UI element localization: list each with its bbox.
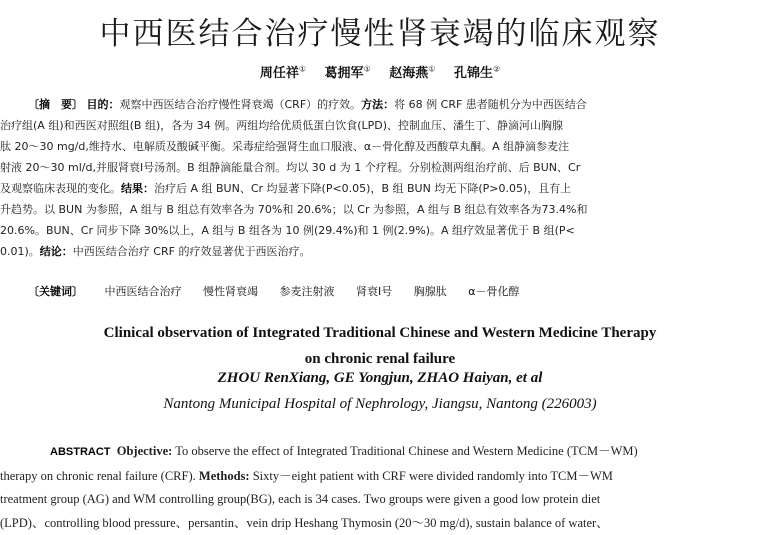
abstract-cn-line: 射液 20～30 ml/d,并服肾衰Ⅰ号汤剂。B 组静滴能量合剂。均以 30 d 为 1 个疗程。分别检测两组治疗前、后 BUN、Cr (0, 157, 742, 178)
abstract-en-line: therapy on chronic renal failure (CRF). Methods: Sixty－eight patient with CRF were divided randomly into TCM－WM (0, 465, 745, 489)
abstract-cn-line: 及观察临床表现的变化。结果：治疗后 A 组 BUN、Cr 均显著下降(P<0.05)，B 组 BUN 均无下降(P>0.05)，且有上 (0, 178, 742, 199)
keyword: 中西医结合治疗 (105, 285, 182, 298)
abstract-cn-line: 20.6%。BUN、Cr 同步下降 30%以上，A 组与 B 组各为 10 例(29.4%)和 1 例(2.9%)。A 组疗效显著优于 B 组(P< (0, 220, 742, 241)
paper-title-cn: 中西医结合治疗慢性肾衰竭的临床观察 (0, 8, 760, 53)
keyword: 胸腺肽 (414, 285, 447, 298)
abstract-cn-line: 0.01)。结论：中西医结合治疗 CRF 的疗效显著优于西医治疗。 (0, 241, 742, 262)
author-list-en: ZHOU RenXiang, GE Yongjun, ZHAO Haiyan, et al (0, 370, 760, 387)
author-list-cn (0, 62, 760, 81)
abstract-cn-line: 〔摘 要〕 目的：观察中西医结合治疗慢性肾衰竭（CRF）的疗效。方法：将 68 例 CRF 患者随机分为中西医结合 (0, 94, 742, 115)
abstract-en-line: ABSTRACT Objective: To observe the effect of Integrated Traditional Chinese and Western Medicine (TCM－WM) (0, 440, 745, 465)
abstract-en-line: (LPD)、controlling blood pressure、persantin、vein drip Heshang Thymosin (20～30 mg/d), sustain balance of water、 (0, 512, 745, 535)
abstract-cn-line: 治疗组(A 组)和西医对照组(B 组)，各为 34 例。两组均给优质低蛋白饮食(LPD)、控制血压、潘生丁、静滴河山胸腺 (0, 115, 742, 136)
abstract-cn-label: 〔摘 要〕 (28, 98, 83, 111)
abstract-en-label: ABSTRACT (50, 446, 111, 458)
author-cn: 葛拥军① (325, 66, 371, 81)
paper-title-en (0, 320, 760, 372)
author-cn: 周任祥① (260, 66, 306, 81)
keywords-label: 〔关键词〕 (28, 285, 83, 298)
abstract-en (0, 440, 745, 535)
title-en-line: on chronic renal failure (0, 346, 760, 372)
abstract-cn (0, 94, 742, 262)
keyword: 肾衰Ⅰ号 (356, 285, 392, 298)
abstract-cn-line: 升趋势。以 BUN 为参照，A 组与 B 组总有效率各为 70%和 20.6%；以 Cr 为参照，A 组与 B 组总有效率各为73.4%和 (0, 199, 742, 220)
keyword: α－骨化醇 (468, 285, 519, 298)
author-cn: 孔锦生② (454, 66, 500, 81)
author-cn: 赵海燕① (389, 66, 435, 81)
keyword: 慢性肾衰竭 (203, 285, 258, 298)
abstract-en-line: treatment group (AG) and WM controlling group(BG), each is 34 cases. Two groups were given a good low protein diet (0, 488, 745, 512)
keywords-cn (28, 283, 538, 299)
title-en-line: Clinical observation of Integrated Traditional Chinese and Western Medicine Therapy (0, 320, 760, 346)
abstract-cn-line: 肽 20～30 mg/d,维持水、电解质及酸碱平衡。采毒症给强肾生血口服液、α－骨化醇及西酸草丸酮。A 组静滴参麦注 (0, 136, 742, 157)
affiliation-en: Nantong Municipal Hospital of Nephrology, Jiangsu, Nantong (226003) (0, 396, 760, 413)
keyword: 参麦注射液 (280, 285, 335, 298)
